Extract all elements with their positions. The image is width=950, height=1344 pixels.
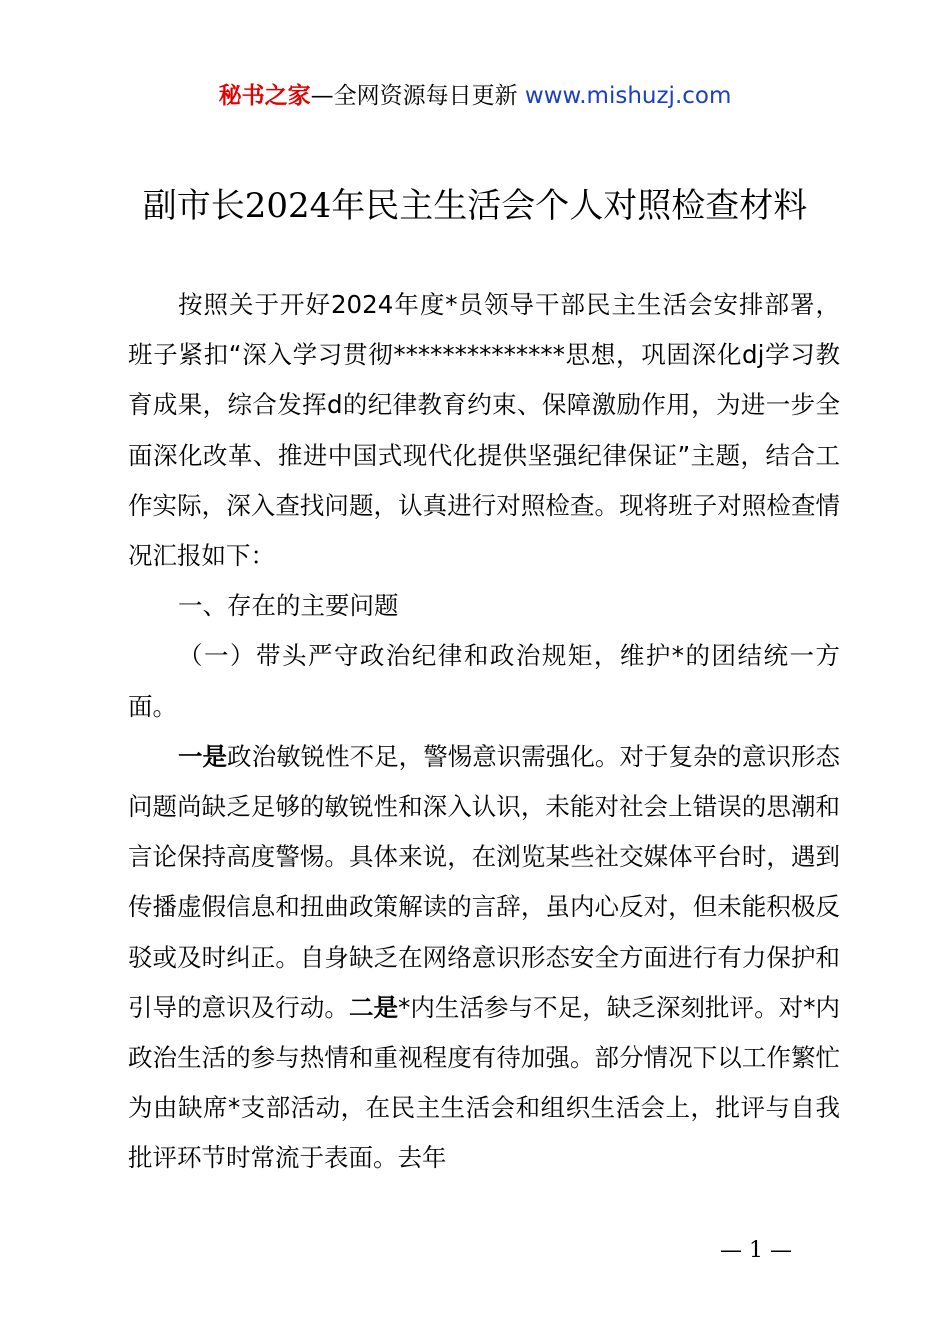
document-body — [128, 280, 840, 1184]
body-paragraph — [128, 732, 840, 1184]
site-tagline: —全网资源每日更新 — [310, 83, 518, 109]
site-url-link[interactable]: www.mishuzj.com — [524, 83, 732, 109]
point-text: *内生活参与不足，缺乏深刻批评。对*内政治生活的参与热情和重视程度有待加强。部分情况下以工作繁忙为由缺席*支部活动，在民主生活会和组织生活会上，批评与自我批评环节时常流于表面。去年 — [128, 992, 841, 1173]
document-title: 副市长2024年民主生活会个人对照检查材料 — [142, 186, 808, 226]
point-lead: 二是 — [348, 992, 399, 1022]
page-number: — 1 — — [720, 1238, 792, 1263]
site-brand: 秘书之家 — [218, 83, 311, 109]
site-header — [0, 78, 950, 114]
point-text: 政治敏锐性不足，警惕意识需强化。对于复杂的意识形态问题尚缺乏足够的敏锐性和深入认识，未能对社会上错误的思潮和言论保持高度警惕。具体来说，在浏览某些社交媒体平台时，遇到传播虚假信息和扭曲政策解读的言辞，虽内心反对，但未能积极反驳或及时纠正。自身缺乏在网络意识形态安全方面进行有力保护和引导的意识及行动。 — [128, 741, 841, 1022]
intro-paragraph: 按照关于开好2024年度*员领导干部民主生活会安排部署，班子紧扣“深入学习贯彻**************思想，巩固深化dj学习教育成果，综合发挥d的纪律教育约束、保障激励作用，为进一步全面深化改革、推进中国式现代化提供坚强纪律保证”主题，结合工作实际，深入查找问题，认真进行对照检查。现将班子对照检查情况汇报如下： — [128, 290, 840, 571]
section-heading: 一、存在的主要问题 — [178, 591, 399, 621]
point-lead: 一是 — [178, 741, 228, 771]
subsection-heading: （一）带头严守政治纪律和政治规矩，维护*的团结统一方面。 — [128, 641, 840, 721]
